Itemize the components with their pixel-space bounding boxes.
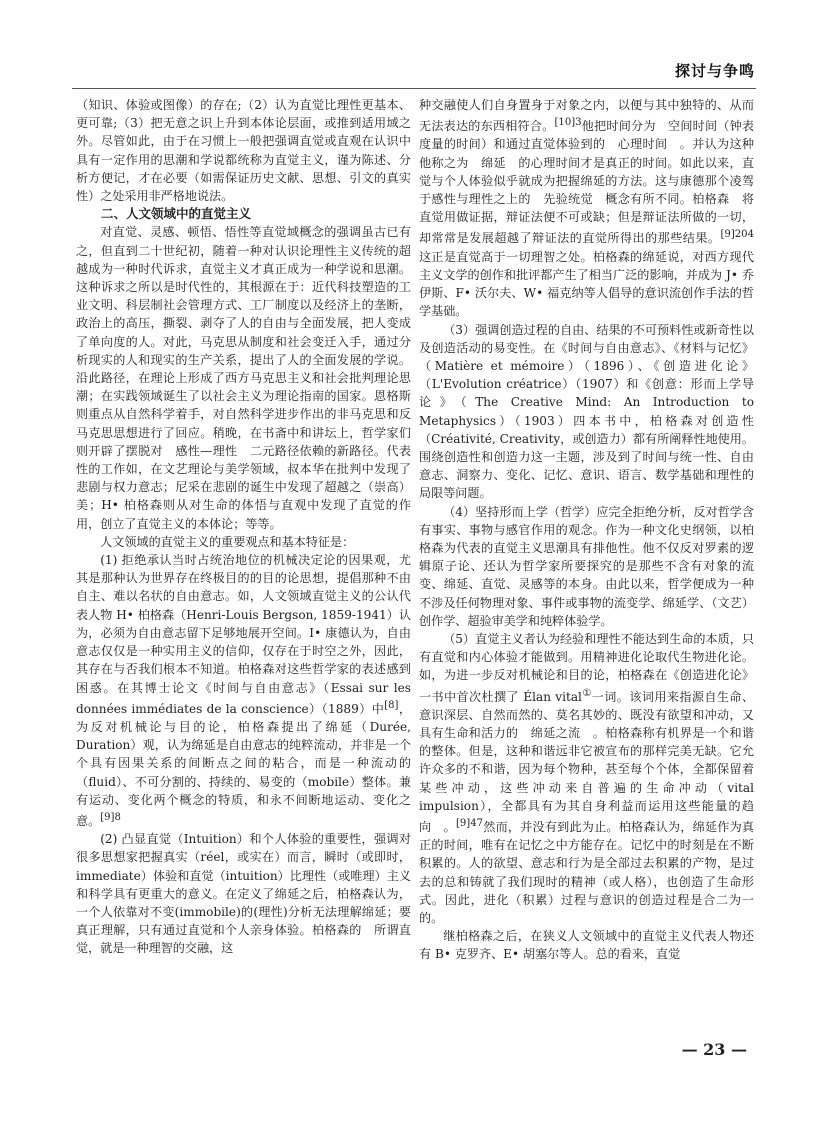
right-column <box>419 96 754 964</box>
paragraph-text: （5）直觉主义者认为经验和理性不能达到生命的本质，只有直觉和内心体验才能做到。用精神进化论取代生物进化论。如，为进一步反对机械论和目的论，柏格森在《创造进化论》一书中首次杜撰了 Élan vital <box>419 631 754 704</box>
paragraph-text: (1) 拒绝承认当时占统治地位的机械决定论的因果观，尤其是那种认为世界存在终极目的的目的论思想，提倡那种不由自主、难以名状的自由意志。如，人文领域直觉主义的公认代表人物 H• 柏格森（Henri-Louis Bergson, 1859-1941）认为，必须为自由意志留下足够地展开空间。I• 康德认为，自由意志仅仅是一种实用主义的信仰，仅存在于时空之外，因此，其存在与否我们根本不知道。柏格森对这些哲学家的表述感到困惑。在其博士论文《时间与自由意志》（Essai sur les données immédiates de la conscience）（1889）中 <box>76 553 411 716</box>
left-column <box>76 96 411 958</box>
paragraph: (2) 凸显直觉（Intuition）和个人体验的重要性，强调对很多思想家把握真实（réel，或实在）而言，瞬时（或即时，immediate）体验和直觉（intuition）比理性（或唯理）主义和科学具有更重大的意义。在定义了绵延之后，柏格森认为，一个人依靠对不变(immobile)的(理性)分析无法理解绵延；要真正理解，只有通过直觉和个人亲身体验。柏格森的 所谓直觉，就是一种理智的交融，这 <box>76 832 411 956</box>
paragraph-text: ，为反对机械论与目的论，柏格森提出了绵延（Durée, Duration）观，认为绵延是自由意志的纯粹流动，并非是一个个具有因果关系的间断点之间的粘合，而是一种流动的（fluid）、不可分割的、持续的、易变的（mobile）整体。兼有运动、变化两个概念的特质，和永不间断地运动、变化之意。 <box>76 701 411 828</box>
paragraph: （4）坚持形而上学（哲学）应完全拒绝分析，反对哲学含有事实、事物与感官作用的观念。作为一种文化史纲领，以柏格森为代表的直觉主义思潮具有排他性。他不仅反对罗素的逻辑原子论、还认为哲学家所要探究的是那些不含有对象的流变、绵延、直觉、灵感等的本身。由此以来，哲学便成为一种不涉及任何物理对象、事件或事物的流变学、绵延学、（文艺）创作学、超验审美学和纯粹体验学。 <box>419 504 754 628</box>
paragraph-text: 一词。该词用来指源自生命、意识深层、自然而然的、莫名其妙的、既没有欲望和冲动，又具有生命和活力的 绵延之流 。柏格森称有机界是一个和谐的整体。但是，这种和谐远非它被宣布的那样完美无缺。它允许众多的不和谐，因为每个物种，甚至每个个体，全都保留着某些冲动，这些冲动来自普遍的生命冲动（vital impulsion），全都具有为其自身利益而运用这些能量的趋向 。 <box>419 689 754 835</box>
paragraph: 继柏格森之后，在狭义人文领域中的直觉主义代表人物还有 B• 克罗齐、E• 胡塞尔等人。总的看来，直觉 <box>419 929 754 962</box>
paragraph-text: 他把时间分为 空间时间（钟表度量的时间）和通过直觉体验到的 心理时间 。并认为这种他称之为 绵延 的心理时间才是真正的时间。如此以来，直觉与个人体验似乎就成为把握绵延的方法。这与康德那个凌驾于感性与理性之上的 先验统觉 概念有所不同。柏格森 将直觉用做证据，辩证法便不可或缺；但是辩证法所做的一切，却常常是发展超越了辩证法的直觉所得出的那些结果。 <box>419 119 754 246</box>
header-rule <box>72 88 756 89</box>
paragraph-text: 种交融使人们自身置身于对象之内，以便与其中独特的、从而无法表达的东西相符合。 <box>419 98 754 134</box>
paragraph <box>419 96 754 321</box>
paragraph-text: 这正是直觉高于一切理智之处。柏格森的绵延说，对西方现代主义文学的创作和批评都产生了相当广泛的影响，并成为 J• 乔伊斯、F• 沃尔夫、W• 福克纳等人倡导的意识流创作手法的哲学基础。 <box>419 249 754 319</box>
citation-ref: [8] <box>384 699 399 711</box>
paragraph <box>76 551 411 830</box>
footnote-ref: ① <box>581 687 592 699</box>
section-label: 探讨与争鸣 <box>674 62 755 80</box>
citation-ref: [9]8 <box>100 811 121 823</box>
citation-ref: [10]3 <box>554 117 582 129</box>
paragraph: （3）强调创造过程的自由、结果的不可预料性或新奇性以及创造活动的易变性。在《时间与自由意志》、《材料与记忆》（Matière et mémoire）（1896）、《创造进化论》（L'Evolution créatrice）（1907）和《创意：形而上学导论》（The Creative Mind: An Introduction to Metaphysics）（1903）四本书中，柏格森对创造性（Créativité, Creativity，或创造力）都有所阐释性地使用。围绕创造性和创造力这一主题，涉及到了时间与统一性、自由意志、洞察力、变化、记忆、意识、语言、数学基础和理性的局限等问题。 <box>419 322 754 501</box>
citation-ref: [9]204 <box>720 229 754 241</box>
paragraph: 人文领域的直觉主义的重要观点和基本特征是： <box>100 534 355 549</box>
page-number: — 23 — <box>681 1040 747 1059</box>
section-heading: 二、人文领域中的直觉主义 <box>101 206 252 222</box>
citation-ref: [9]47 <box>455 818 484 830</box>
paragraph: 对直觉、灵感、顿悟、悟性等直觉域概念的强调虽古已有之，但直到二十世纪初，随着一种对认识论理性主义传统的超越成为一种时代诉求，直觉主义才真正成为一种学说和思潮。这种诉求之所以是时代性的，其根源在于：近代科技塑造的工业文明、科层制社会管理方式、工厂制度以及经济上的垄断，政治上的高压，撕裂、剥夺了人的自由与全面发展，把人变成了单向度的人。对此，马克思从制度和社会变迁入手，通过分析现实的人和现实的生产关系，提出了人的全面发展的学说。沿此路径，在理论上形成了西方马克思主义和社会批判理论思潮；在实践领域诞生了以社会主义为理论指南的国家。恩格斯则重点从自然科学着手，对自然科学进步作出的非马克思和反马克思思想进行了回应。稍晚，在书斋中和讲坛上，哲学家们则开辟了摆脱对 感性—理性 二元路径依赖的新路径。代表性的工作如，在文艺理论与美学领域，叔本华在批判中发现了悲剧与权力意志；尼采在悲剧的诞生中发现了超越之（崇高）美；H• 柏格森则从对生命的体悟与直观中发现了直觉的作用，创立了直觉主义的本体论；等等。 <box>76 225 411 531</box>
paragraph: （知识、体验或图像）的存在;（2）认为直觉比理性更基本、更可靠;（3）把无意之识上升到本体论层面，或推到适用域之外。尽管如此，由于在习惯上一般把强调直觉或直观在认识中具有一定作用的思潮和学说都统称为直觉主义，谨为陈述、分析方便记，才在必要（如需保证历史文献、思想、引文的真实性）之处采用非严格地说法。 <box>76 98 411 204</box>
paragraph-text: 然而，并没有到此为止。柏格森认为，绵延作为真正的时间，唯有在记忆之中方能存在。记忆中的时刻是在不断积累的。人的欲望、意志和行为是全部过去积累的产物，是过去的总和铸就了我们现时的精神（或人格），也创造了生命形式。因此，进化（积累）过程与意识的创造过程是合二为一的。 <box>419 820 754 926</box>
paragraph <box>419 630 754 927</box>
